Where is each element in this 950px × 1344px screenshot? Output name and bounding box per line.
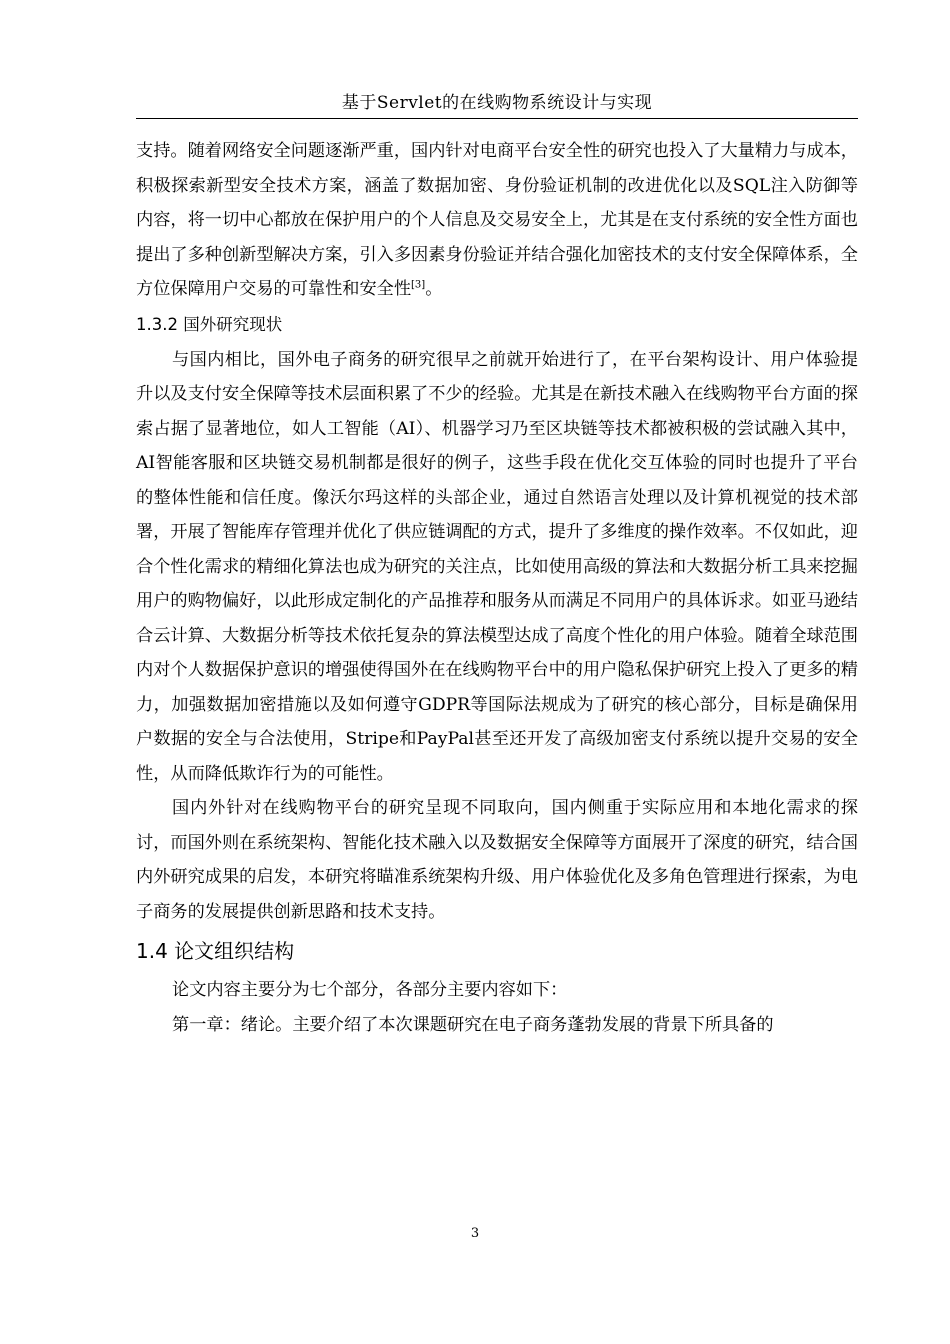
paragraph-structure-intro: 论文内容主要分为七个部分，各部分主要内容如下：	[172, 980, 568, 1000]
paragraph-text: 支持。随着网络安全问题逐渐严重，国内针对电商平台安全性的研究也投入了大量精力与成本，积极探索新型安全技术方案，涵盖了数据加密、身份验证机制的改进优化以及SQL注入防御等内容，将一切中心都放在保护用户的个人信息及交易安全上，尤其是在支付系统的安全性方面也提出了多种创新型解决方案，引入多因素身份验证并结合强化加密技术的支付安全保障体系，全方位保障用户交易的可靠性和安全性	[136, 141, 858, 299]
page-number: 3	[470, 1226, 480, 1241]
running-header: 基于Servlet的在线购物系统设计与实现	[341, 93, 653, 113]
subsection-heading-foreign-research: 1.3.2 国外研究现状	[136, 314, 283, 334]
citation-marker: [3]	[411, 279, 426, 291]
paragraph-comparison: 国内外针对在线购物平台的研究呈现不同取向，国内侧重于实际应用和本地化需求的探讨，而国外则在系统架构、智能化技术融入以及数据安全保障等方面展开了深度的研究，结合国内外研究成果的启发，本研究将瞄准系统架构升级、用户体验优化及多角色管理进行探索，为电子商务的发展提供创新思路和技术支持。	[136, 798, 858, 922]
page-body	[136, 134, 858, 1042]
paragraph-chapter-one: 第一章：绪论。主要介绍了本次课题研究在电子商务蓬勃发展的背景下所具备的	[172, 1014, 774, 1035]
paragraph-end-punctuation: 。	[425, 279, 443, 299]
header-rule	[136, 118, 858, 119]
paragraph-continuation	[136, 134, 858, 307]
section-heading-thesis-structure: 1.4 论文组织结构	[136, 939, 295, 963]
paragraph-foreign-research: 与国内相比，国外电子商务的研究很早之前就开始进行了，在平台架构设计、用户体验提升以及支付安全保障等技术层面积累了不少的经验。尤其是在新技术融入在线购物平台方面的探索占据了显著地位，如人工智能（AI）、机器学习乃至区块链等技术都被积极的尝试融入其中，AI智能客服和区块链交易机制都是很好的例子，这些手段在优化交互体验的同时也提升了平台的整体性能和信任度。像沃尔玛这样的头部企业，通过自然语言处理以及计算机视觉的技术部署，开展了智能库存管理并优化了供应链调配的方式，提升了多维度的操作效率。不仅如此，迎合个性化需求的精细化算法也成为研究的关注点，比如使用高级的算法和大数据分析工具来挖掘用户的购物偏好，以此形成定制化的产品推荐和服务从而满足不同用户的具体诉求。如亚马逊结合云计算、大数据分析等技术依托复杂的算法模型达成了高度个性化的用户体验。随着全球范围内对个人数据保护意识的增强使得国外在在线购物平台中的用户隐私保护研究上投入了更多的精力，加强数据加密措施以及如何遵守GDPR等国际法规成为了研究的核心部分，目标是确保用户数据的安全与合法使用，Stripe和PayPal甚至还开发了高级加密支付系统以提升交易的安全性，从而降低欺诈行为的可能性。	[136, 349, 858, 784]
